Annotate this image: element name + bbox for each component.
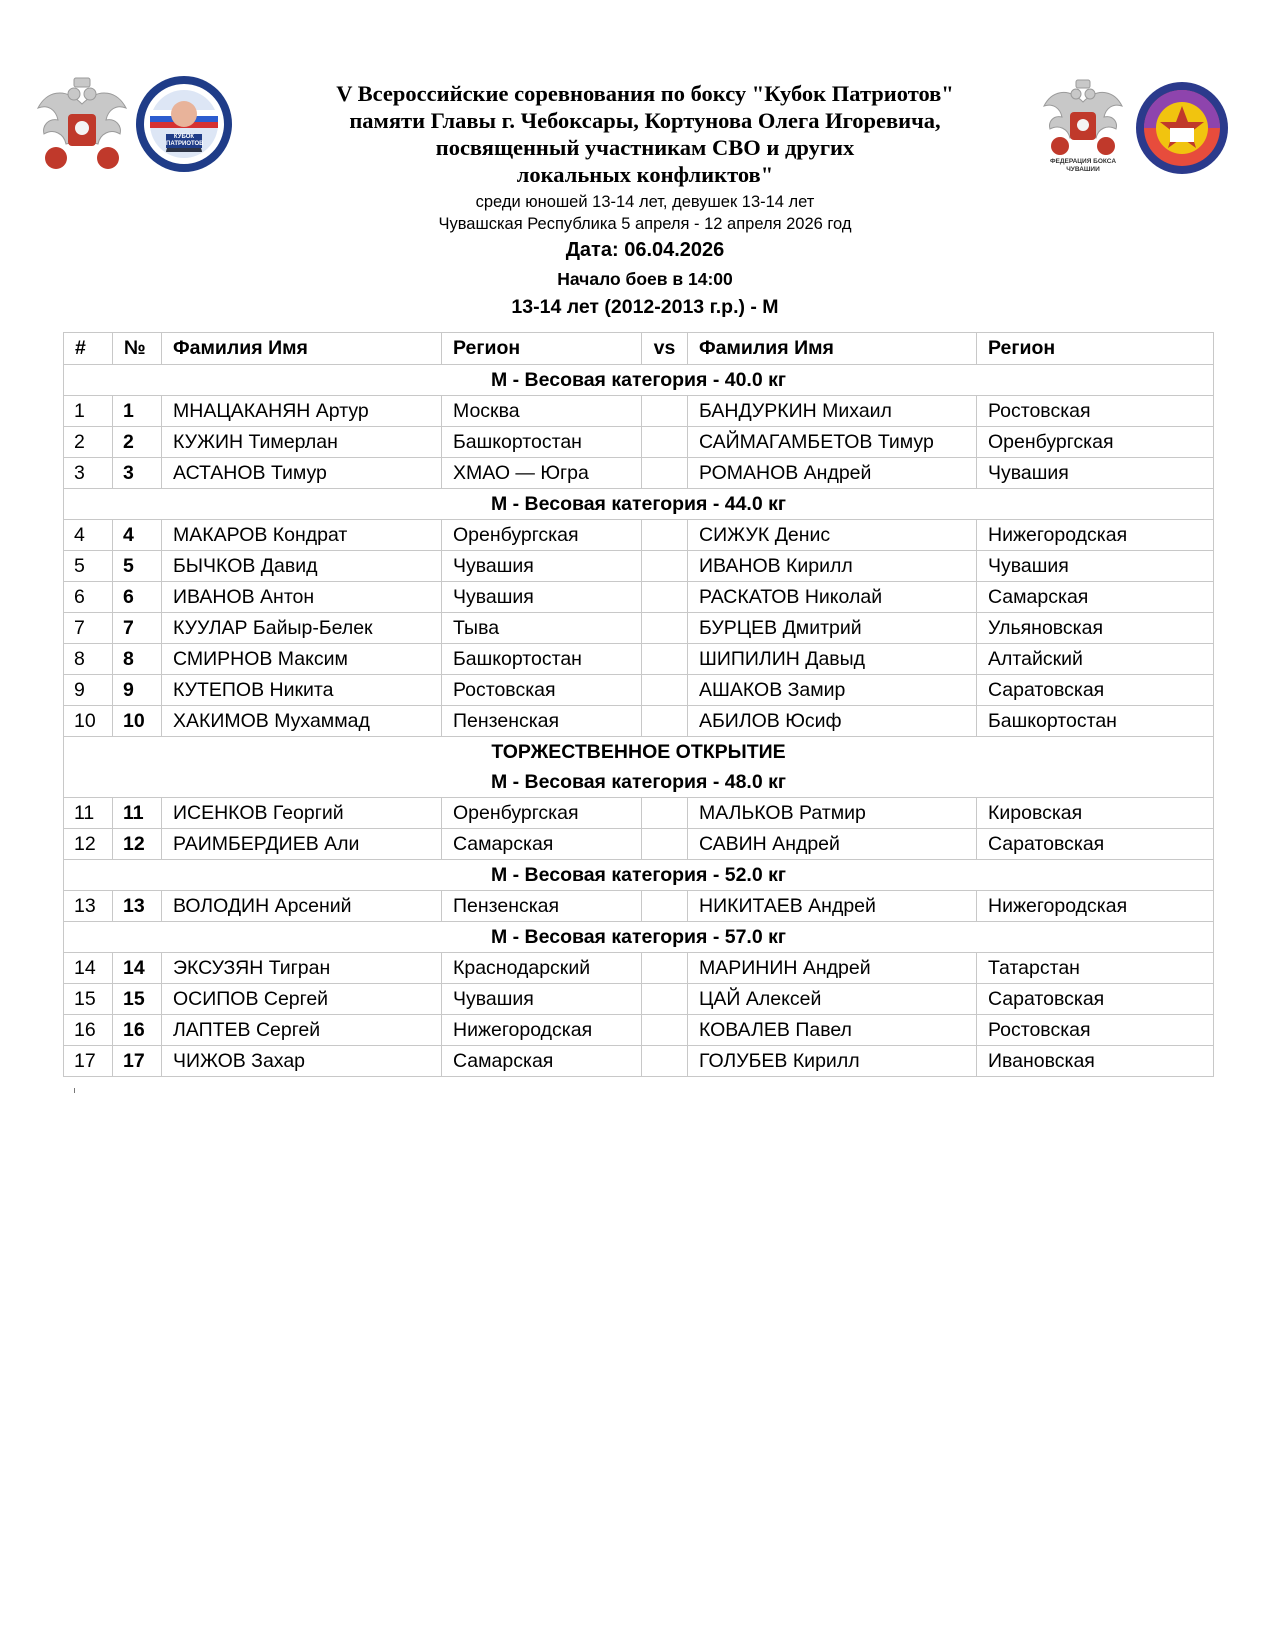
federation-caption: ФЕДЕРАЦИЯ БОКСА ЧУВАШИИ bbox=[1049, 158, 1117, 173]
bout-pair-number: 12 bbox=[113, 829, 162, 860]
russian-eagle-logo-right bbox=[1040, 76, 1126, 176]
bout-number: 11 bbox=[64, 798, 113, 829]
weight-category-cell bbox=[64, 922, 1214, 953]
fighter1-region: Самарская bbox=[442, 1046, 642, 1077]
vs-cell bbox=[642, 458, 688, 489]
bout-row bbox=[64, 675, 1214, 706]
vs-cell bbox=[642, 613, 688, 644]
category-label: М - Весовая категория - 57.0 кг bbox=[490, 926, 786, 948]
category-label: М - Весовая категория - 40.0 кг bbox=[490, 369, 786, 391]
fighter1-region: Тыва bbox=[442, 613, 642, 644]
vs-cell bbox=[642, 396, 688, 427]
bout-row bbox=[64, 1015, 1214, 1046]
fighter1-region: Самарская bbox=[442, 829, 642, 860]
vs-cell bbox=[642, 427, 688, 458]
fighter2-region: Нижегородская bbox=[977, 520, 1214, 551]
bout-row bbox=[64, 427, 1214, 458]
bout-pair-number: 3 bbox=[113, 458, 162, 489]
bout-row bbox=[64, 706, 1214, 737]
vs-cell bbox=[642, 520, 688, 551]
bout-pair-number: 7 bbox=[113, 613, 162, 644]
fighter1-name: ЧИЖОВ Захар bbox=[162, 1046, 442, 1077]
fighter2-region: Чувашия bbox=[977, 458, 1214, 489]
bout-pair-number: 5 bbox=[113, 551, 162, 582]
bout-number: 3 bbox=[64, 458, 113, 489]
fighter1-name: ИВАНОВ Антон bbox=[162, 582, 442, 613]
document-header bbox=[250, 80, 1040, 321]
fighter2-name: САЙМАГАМБЕТОВ Тимур bbox=[688, 427, 977, 458]
bout-pair-number: 9 bbox=[113, 675, 162, 706]
bout-row bbox=[64, 520, 1214, 551]
start-time: Начало боев в 14:00 bbox=[557, 269, 733, 289]
fighter1-region: Пензенская bbox=[442, 706, 642, 737]
event-subtitle: среди юношей 13-14 лет, девушек 13-14 лет bbox=[475, 193, 815, 211]
patriots-cup-logo bbox=[134, 74, 234, 174]
bout-row bbox=[64, 798, 1214, 829]
fighter1-region: Оренбургская bbox=[442, 798, 642, 829]
vs-cell bbox=[642, 706, 688, 737]
fighter1-region: Башкортостан bbox=[442, 644, 642, 675]
fighter2-region: Саратовская bbox=[977, 675, 1214, 706]
fighter2-region: Чувашия bbox=[977, 551, 1214, 582]
fighter2-region: Ростовская bbox=[977, 1015, 1214, 1046]
bout-pair-number: 15 bbox=[113, 984, 162, 1015]
fighter2-region: Саратовская bbox=[977, 829, 1214, 860]
bout-number: 2 bbox=[64, 427, 113, 458]
fighter2-region: Оренбургская bbox=[977, 427, 1214, 458]
fighter1-name: БЫЧКОВ Давид bbox=[162, 551, 442, 582]
fighter1-region: Москва bbox=[442, 396, 642, 427]
bout-number: 10 bbox=[64, 706, 113, 737]
vs-cell bbox=[642, 1015, 688, 1046]
bout-row bbox=[64, 984, 1214, 1015]
category-label: ТОРЖЕСТВЕННОЕ ОТКРЫТИЕ bbox=[491, 741, 786, 763]
fighter2-region: Нижегородская bbox=[977, 891, 1214, 922]
bout-number: 14 bbox=[64, 953, 113, 984]
fighter2-region: Самарская bbox=[977, 582, 1214, 613]
fighter1-name: КУТЕПОВ Никита bbox=[162, 675, 442, 706]
bout-number: 15 bbox=[64, 984, 113, 1015]
category-label: М - Весовая категория - 52.0 кг bbox=[490, 864, 786, 886]
fighter1-region: Чувашия bbox=[442, 551, 642, 582]
col-header-num: # bbox=[64, 333, 113, 365]
bout-row bbox=[64, 891, 1214, 922]
col-header-no: № bbox=[113, 333, 162, 365]
fighter2-region: Кировская bbox=[977, 798, 1214, 829]
fighter1-name: АСТАНОВ Тимур bbox=[162, 458, 442, 489]
weight-category-row bbox=[64, 489, 1214, 520]
fighter2-region: Саратовская bbox=[977, 984, 1214, 1015]
fighter1-name: ЛАПТЕВ Сергей bbox=[162, 1015, 442, 1046]
fighter2-name: РОМАНОВ Андрей bbox=[688, 458, 977, 489]
bout-row bbox=[64, 953, 1214, 984]
weight-category-row bbox=[64, 922, 1214, 953]
bout-pair-number: 2 bbox=[113, 427, 162, 458]
bout-pair-number: 11 bbox=[113, 798, 162, 829]
fighter2-name: МАРИНИН Андрей bbox=[688, 953, 977, 984]
bout-row bbox=[64, 458, 1214, 489]
bout-row bbox=[64, 396, 1214, 427]
fighter2-region: Татарстан bbox=[977, 953, 1214, 984]
vs-cell bbox=[642, 644, 688, 675]
vs-cell bbox=[642, 551, 688, 582]
fighter2-name: БУРЦЕВ Дмитрий bbox=[688, 613, 977, 644]
bout-number: 9 bbox=[64, 675, 113, 706]
vs-cell bbox=[642, 798, 688, 829]
fighter2-name: ГОЛУБЕВ Кирилл bbox=[688, 1046, 977, 1077]
event-date: Дата: 06.04.2026 bbox=[565, 239, 725, 261]
fighter1-region: Башкортостан bbox=[442, 427, 642, 458]
bout-row bbox=[64, 1046, 1214, 1077]
fighter2-name: ЦАЙ Алексей bbox=[688, 984, 977, 1015]
bout-number: 13 bbox=[64, 891, 113, 922]
bout-pair-number: 13 bbox=[113, 891, 162, 922]
weight-category-cell bbox=[64, 860, 1214, 891]
vs-cell bbox=[642, 984, 688, 1015]
fighter1-region: ХМАО — Югра bbox=[442, 458, 642, 489]
weight-category-row bbox=[64, 860, 1214, 891]
weight-category-row bbox=[64, 737, 1214, 798]
event-title-line: V Всероссийские соревнования по боксу "Кубок Патриотов" bbox=[336, 81, 954, 106]
fighter1-name: ВОЛОДИН Арсений bbox=[162, 891, 442, 922]
category-label: М - Весовая категория - 48.0 кг bbox=[490, 771, 786, 793]
bout-row bbox=[64, 829, 1214, 860]
fighter2-region: Башкортостан bbox=[977, 706, 1214, 737]
fighter1-name: РАИМБЕРДИЕВ Али bbox=[162, 829, 442, 860]
fighter1-name: КУУЛАР Байыр-Белек bbox=[162, 613, 442, 644]
weight-category-row bbox=[64, 365, 1214, 396]
weight-category-cell bbox=[64, 489, 1214, 520]
cup-logo-text: КУБОК ПАТРИОТОВ bbox=[166, 134, 204, 147]
fighter1-name: ИСЕНКОВ Георгий bbox=[162, 798, 442, 829]
vs-cell bbox=[642, 891, 688, 922]
bout-number: 6 bbox=[64, 582, 113, 613]
boxing-federation-logo bbox=[1134, 80, 1230, 176]
fighter1-name: МАКАРОВ Кондрат bbox=[162, 520, 442, 551]
fighter1-name: ХАКИМОВ Мухаммад bbox=[162, 706, 442, 737]
bout-number: 17 bbox=[64, 1046, 113, 1077]
fighter1-name: ОСИПОВ Сергей bbox=[162, 984, 442, 1015]
bout-pair-number: 8 bbox=[113, 644, 162, 675]
vs-cell bbox=[642, 1046, 688, 1077]
fighter2-name: ИВАНОВ Кирилл bbox=[688, 551, 977, 582]
bout-number: 16 bbox=[64, 1015, 113, 1046]
bout-row bbox=[64, 551, 1214, 582]
fighter2-region: Ивановская bbox=[977, 1046, 1214, 1077]
event-title-line: посвященный участникам СВО и других bbox=[435, 135, 855, 160]
fighter1-region: Чувашия bbox=[442, 582, 642, 613]
bout-number: 7 bbox=[64, 613, 113, 644]
fighter1-region: Ростовская bbox=[442, 675, 642, 706]
col-header-name1: Фамилия Имя bbox=[162, 333, 442, 365]
vs-cell bbox=[642, 582, 688, 613]
bout-pair-number: 16 bbox=[113, 1015, 162, 1046]
bout-number: 1 bbox=[64, 396, 113, 427]
bout-pair-number: 4 bbox=[113, 520, 162, 551]
bout-pair-number: 17 bbox=[113, 1046, 162, 1077]
fighter2-name: АБИЛОВ Юсиф bbox=[688, 706, 977, 737]
fighter1-name: ЭКСУЗЯН Тигран bbox=[162, 953, 442, 984]
age-group: 13-14 лет (2012-2013 г.р.) - М bbox=[511, 296, 779, 318]
fighter2-name: БАНДУРКИН Михаил bbox=[688, 396, 977, 427]
bout-number: 8 bbox=[64, 644, 113, 675]
bout-pair-number: 14 bbox=[113, 953, 162, 984]
bout-row bbox=[64, 644, 1214, 675]
bout-row bbox=[64, 613, 1214, 644]
fighter2-name: СИЖУК Денис bbox=[688, 520, 977, 551]
fighter2-name: НИКИТАЕВ Андрей bbox=[688, 891, 977, 922]
fighter2-name: АШАКОВ Замир bbox=[688, 675, 977, 706]
bout-number: 5 bbox=[64, 551, 113, 582]
fighter2-name: РАСКАТОВ Николай bbox=[688, 582, 977, 613]
vs-cell bbox=[642, 953, 688, 984]
weight-category-cell bbox=[64, 737, 1214, 798]
event-title-line: памяти Главы г. Чебоксары, Кортунова Олега Игоревича, bbox=[349, 108, 941, 133]
col-header-region2: Регион bbox=[977, 333, 1214, 365]
fighter1-region: Пензенская bbox=[442, 891, 642, 922]
col-header-region1: Регион bbox=[442, 333, 642, 365]
event-title bbox=[250, 80, 1040, 188]
col-header-vs: vs bbox=[642, 333, 688, 365]
fighter2-region: Ростовская bbox=[977, 396, 1214, 427]
fighter1-region: Оренбургская bbox=[442, 520, 642, 551]
fighter1-name: МНАЦАКАНЯН Артур bbox=[162, 396, 442, 427]
bout-pair-number: 6 bbox=[113, 582, 162, 613]
fighter1-region: Краснодарский bbox=[442, 953, 642, 984]
fighter2-name: КОВАЛЕВ Павел bbox=[688, 1015, 977, 1046]
fighter1-name: КУЖИН Тимерлан bbox=[162, 427, 442, 458]
bout-table bbox=[63, 332, 1214, 1077]
event-title-line: локальных конфликтов" bbox=[516, 162, 774, 187]
bout-pair-number: 10 bbox=[113, 706, 162, 737]
fighter1-region: Чувашия bbox=[442, 984, 642, 1015]
page-mark bbox=[74, 1088, 75, 1093]
russian-eagle-logo-left bbox=[34, 74, 130, 174]
bout-number: 12 bbox=[64, 829, 113, 860]
fighter1-name: СМИРНОВ Максим bbox=[162, 644, 442, 675]
vs-cell bbox=[642, 829, 688, 860]
bout-row bbox=[64, 582, 1214, 613]
event-location-dates: Чувашская Республика 5 апреля - 12 апреля 2026 год bbox=[438, 215, 852, 233]
vs-cell bbox=[642, 675, 688, 706]
fighter2-name: ШИПИЛИН Давыд bbox=[688, 644, 977, 675]
col-header-name2: Фамилия Имя bbox=[688, 333, 977, 365]
fighter1-region: Нижегородская bbox=[442, 1015, 642, 1046]
weight-category-cell bbox=[64, 365, 1214, 396]
bout-pair-number: 1 bbox=[113, 396, 162, 427]
table-header-row bbox=[64, 333, 1214, 365]
category-label: М - Весовая категория - 44.0 кг bbox=[490, 493, 786, 515]
fighter2-name: САВИН Андрей bbox=[688, 829, 977, 860]
fighter2-region: Алтайский bbox=[977, 644, 1214, 675]
fighter2-region: Ульяновская bbox=[977, 613, 1214, 644]
bout-number: 4 bbox=[64, 520, 113, 551]
fighter2-name: МАЛЬКОВ Ратмир bbox=[688, 798, 977, 829]
